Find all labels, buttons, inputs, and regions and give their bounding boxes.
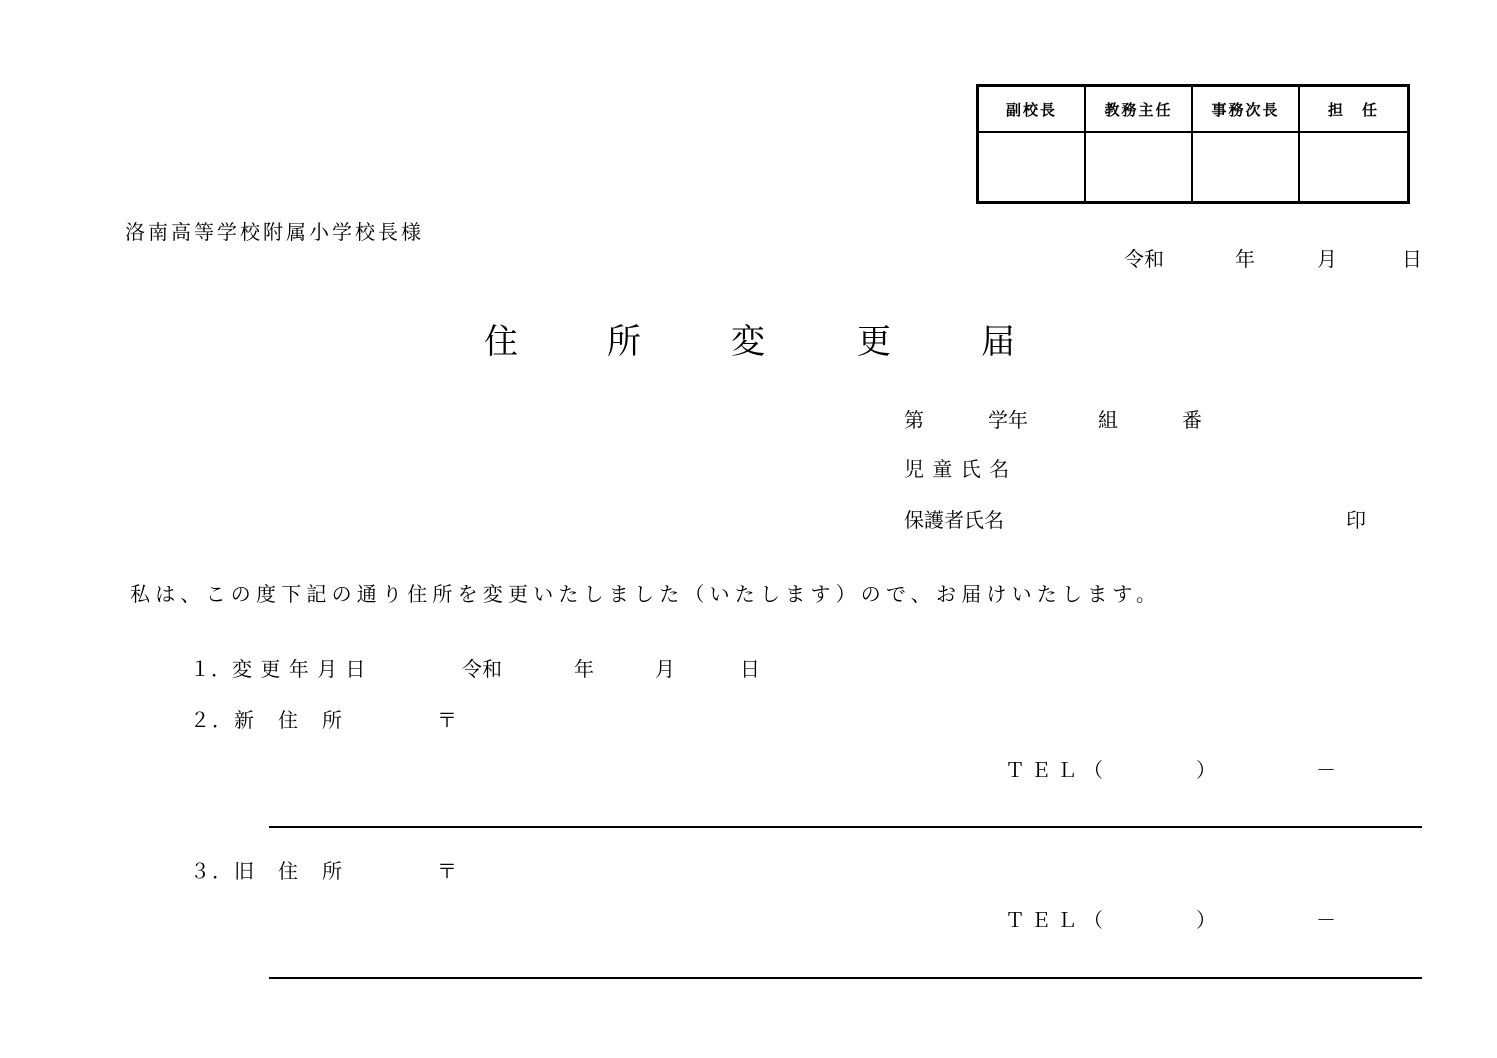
new-address-postal-mark: 〒 bbox=[437, 708, 457, 732]
date-era: 令和 bbox=[1124, 247, 1164, 271]
old-address-tel-label: ＴＥＬ（ bbox=[1005, 908, 1109, 932]
title-char-1: 住 bbox=[484, 322, 518, 362]
date-year-field[interactable]: 年 bbox=[1235, 247, 1255, 271]
stamp-header-homeroom-teacher: 担 任 bbox=[1300, 87, 1407, 133]
child-name-label: 児 童 氏 名 bbox=[904, 457, 1011, 481]
new-address-tel-close: ） bbox=[1196, 758, 1216, 782]
statement-text: 私は、この度下記の通り住所を変更いたしました（いたします）ので、お届けいたします。 bbox=[130, 582, 1162, 606]
title-char-3: 変 bbox=[731, 322, 765, 362]
stamp-box-office-deputy[interactable] bbox=[1193, 133, 1300, 201]
student-grade-field[interactable]: 学年 bbox=[988, 408, 1028, 432]
stamp-header-office-deputy: 事務次長 bbox=[1193, 87, 1300, 133]
date-month-field[interactable]: 月 bbox=[1317, 247, 1337, 271]
old-address-tel-close: ） bbox=[1196, 908, 1216, 932]
old-address-postal-mark: 〒 bbox=[437, 859, 457, 883]
stamp-header-academic-head: 教務主任 bbox=[1086, 87, 1193, 133]
title-char-5: 届 bbox=[981, 322, 1015, 362]
date-day-field[interactable]: 日 bbox=[1402, 247, 1422, 271]
new-address-label: ２．新 住 所 bbox=[190, 708, 344, 732]
old-address-label: ３．旧 住 所 bbox=[190, 859, 344, 883]
seal-mark: 印 bbox=[1346, 508, 1366, 532]
new-address-tel-dash: － bbox=[1316, 758, 1336, 782]
change-date-day-field[interactable]: 日 bbox=[740, 657, 760, 681]
change-date-era: 令和 bbox=[462, 657, 502, 681]
guardian-name-label: 保護者氏名 bbox=[904, 508, 1004, 532]
title-char-2: 所 bbox=[607, 322, 641, 362]
stamp-header-vice-principal: 副校長 bbox=[979, 87, 1086, 133]
stamp-box-homeroom-teacher[interactable] bbox=[1300, 133, 1407, 201]
stamp-box-vice-principal[interactable] bbox=[979, 133, 1086, 201]
stamp-box-academic-head[interactable] bbox=[1086, 133, 1193, 201]
student-dai-label: 第 bbox=[904, 408, 924, 432]
student-number-field[interactable]: 番 bbox=[1182, 408, 1202, 432]
change-date-year-field[interactable]: 年 bbox=[574, 657, 594, 681]
change-date-label: １．変 更 年 月 日 bbox=[190, 657, 367, 681]
new-address-underline[interactable] bbox=[269, 826, 1422, 828]
old-address-underline[interactable] bbox=[269, 977, 1422, 979]
new-address-tel-label: ＴＥＬ（ bbox=[1005, 758, 1109, 782]
change-date-month-field[interactable]: 月 bbox=[655, 657, 675, 681]
approval-stamp-table bbox=[976, 84, 1410, 204]
title-char-4: 更 bbox=[857, 322, 891, 362]
old-address-tel-dash: － bbox=[1316, 908, 1336, 932]
student-class-field[interactable]: 組 bbox=[1098, 408, 1118, 432]
addressee: 洛南高等学校附属小学校長様 bbox=[125, 220, 424, 244]
